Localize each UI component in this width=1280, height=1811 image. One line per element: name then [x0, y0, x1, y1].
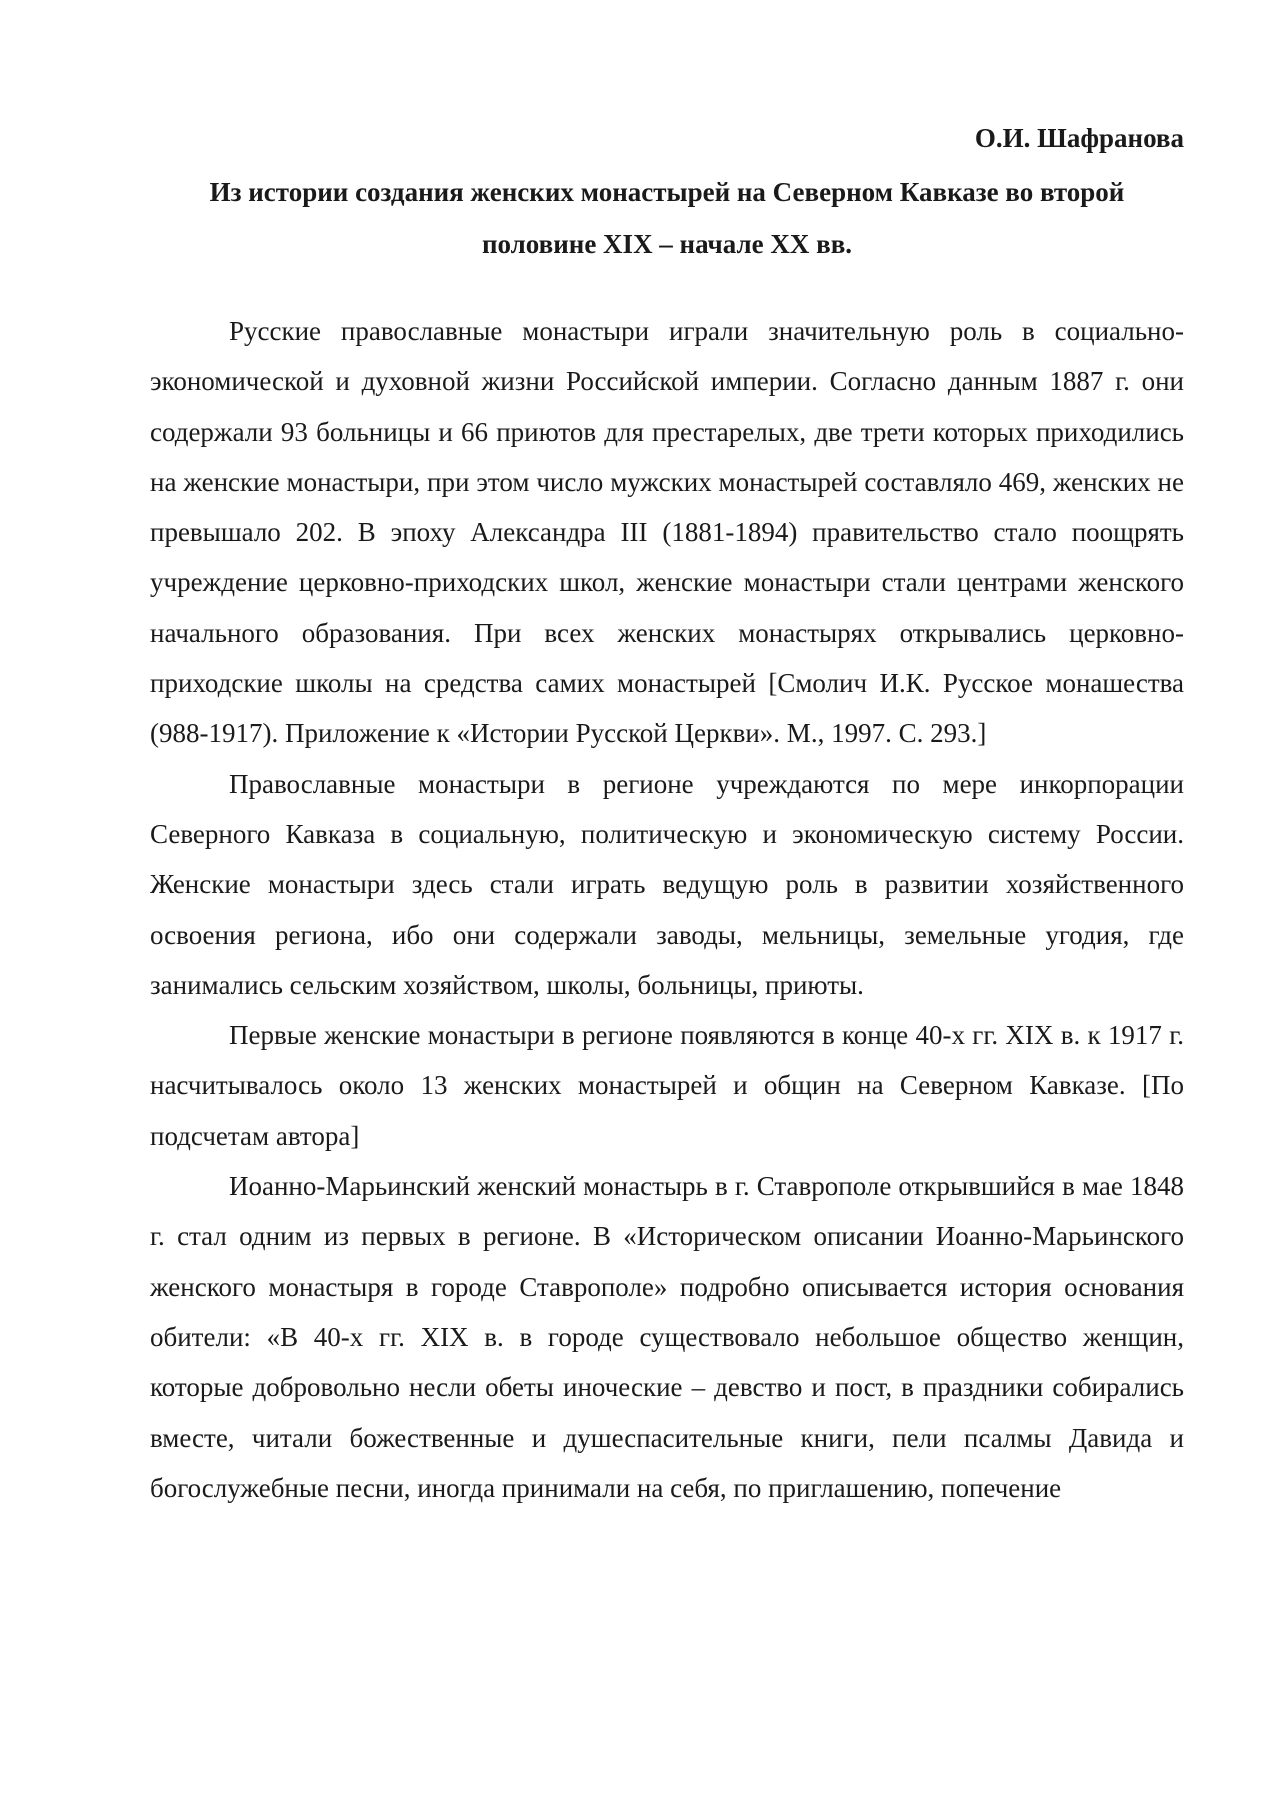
author-name: О.И. Шафранова — [974, 123, 1184, 153]
paragraph: Православные монастыри в регионе учреждаются по мере инкорпорации Северного Кавказа в социальную, политическую и экономическую систему России. Женские монастыри здесь стали играть ведущую роль в развитии хозяйственного освоения региона, ибо они содержали заводы, мельницы, земельные угодия, где занимались сельским хозяйством, школы, больницы, приюты. — [150, 768, 1184, 1000]
paragraph: Иоанно-Марьинский женский монастырь в г. Ставрополе открывшийся в мае 1848 г. стал одним из первых в регионе. В «Историческом описании Иоанно-Марьинского женского монастыря в городе Ставрополе» подробно описывается история основания обители: «В 40-х гг. XIX в. в городе существовало небольшое общество женщин, которые добровольно несли обеты иноческие – девство и пост, в праздники собирались вместе, читали божественные и душеспасительные книги, пели псалмы Давида и богослужебные песни, иногда принимали на себя, по приглашению, попечение — [150, 1171, 1184, 1503]
article-body — [150, 306, 1184, 1513]
article-title: Из истории создания женских монастырей на Северном Кавказе во второй половине XIX – начале XX вв. — [209, 177, 1125, 259]
paragraph: Первые женские монастыри в регионе появляются в конце 40-х гг. XIX в. к 1917 г. насчитывалось около 13 женских монастырей и общин на Северном Кавказе. [По подсчетам автора] — [150, 1020, 1184, 1151]
paragraph: Русские православные монастыри играли значительную роль в социально-экономической и духовной жизни Российской империи. Согласно данным 1887 г. они содержали 93 больницы и 66 приютов для престарелых, две трети которых приходились на женские монастыри, при этом число мужских монастырей составляло 469, женских не превышало 202. В эпоху Александра III (1881-1894) правительство стало поощрять учреждение церковно-приходских школ, женские монастыри стали центрами женского начального образования. При всех женских монастырях открывались церковно-приходские школы на средства самих монастырей [Смолич И.К. Русское монашества (988-1917). Приложение к «Истории Русской Церкви». М., 1997. С. 293.] — [150, 316, 1184, 749]
